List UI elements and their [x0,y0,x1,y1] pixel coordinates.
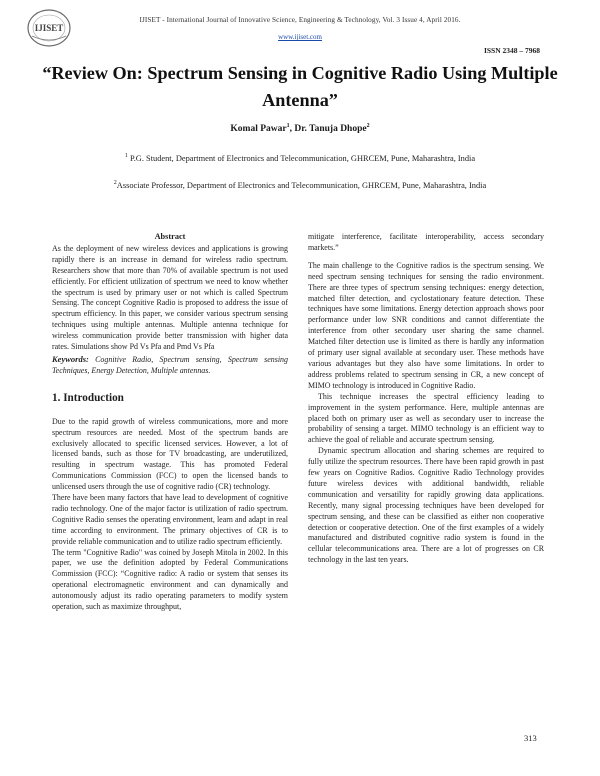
body-paragraph: mitigate interference, facilitate interoperability, access secondary markets.” [308,232,544,252]
author-2: Dr. Tanuja Dhope [294,124,367,135]
affiliation-2-sup: 2 [113,180,117,186]
abstract-text: As the deployment of new wireless devices and applications is growing rapidly there is an increase in demand for wireless radio spectrum. Researchers show that more than 70% of available spectrum is not used efficiently. For efficient utilization of spectrum we need to know whether the spectrum is used by primary user or not which is called Spectrum Sensing. The concept Cognitive Radio is proposed to address the issue of spectrum efficiency. In this paper, we consider various spectrum sensing techniques using multiple antennas. Multiple antenna technique for wireless communication provide better transmission with higher data rates. Simulations show Pd Vs Pfa and Pmd Vs Pfa [52,243,288,352]
affiliation-1-sup: 1 [124,153,128,159]
abstract-heading: Abstract [154,232,186,241]
paper-title: “Review On: Spectrum Sensing in Cognitive Radio Using Multiple Antenna” [42,63,558,110]
author-separator: , [289,124,295,135]
body-paragraph: Dynamic spectrum allocation and sharing schemes are required to fully utilize the spectrum resources. There have been rapid growth in past few years on Cognitive Radios. Cognitive Radio Technology provides future wireless devices with additional bandwidth, reliable communication and versatility for rapidly growing data applications. Recently, many signal processing techniques have been developed for spectrum sensing, and these can be classified as either non cooperative detection or cooperative detection. One of the first examples of a widely manufactured and distributed cognitive radio system is found in the cellular telecommunications area. There are a lot of progresses on CR technology in the last ten years. [308,446,544,565]
author-2-sup: 2 [366,123,370,129]
affiliation-1-text: P.G. Student, Department of Electronics and Telecommunication, GHRCEM, Pune, Maharashtra, India [127,153,476,163]
author-1: Komal Pawar [230,124,287,135]
left-column [52,232,288,613]
affiliation-1 [0,153,600,163]
affiliation-2 [0,180,600,190]
journal-logo [26,8,72,48]
section-heading-introduction: 1. Introduction [52,391,124,404]
intro-paragraph: Due to the rapid growth of wireless communications, more and more spectrum resources are needed. Most of the spectrum bands are exclusively allocated to specific licensed services. However, a lot of licensed bands, such as those for TV broadcasting, are underutilized, resulting in spectrum wastage. This has promoted Federal Communications Commission (FCC) to open the licensed bands to unlicensed users through the use of cognitive radio (CR) technology. [52,416,288,492]
journal-url-link[interactable]: www.ijiset.com [278,33,322,41]
body-paragraph: The main challenge to the Cognitive radios is the spectrum sensing. We need spectrum sensing techniques for sensing the radio environment. There are three types of spectrum sensing techniques: energy detection, matched filter detection, and cyclostationary feature detection. These techniques have some limitations. Energy detection approach shows poor performance under low SNR conditions and cannot differentiate the interference from other secondary user sharing the same channel. Matched filter detection use is limited as there is hardly any information of primary user signal available at secondary user. These methods have various advantages but they also have some limitations. In order to address problems related to spectrum sensing in CR, a new concept of MIMO technology is introduced in Cognitive Radio. [308,260,544,390]
page-number: 313 [524,733,537,743]
affiliation-2-text: Associate Professor, Department of Electronics and Telecommunication, GHRCEM, Pune, Maharashtra, India [116,180,487,190]
journal-header: IJISET - International Journal of Innovative Science, Engineering & Technology, Vol. 3 Issue 4, April 2016. [139,16,461,24]
keywords-label: Keywords: [52,353,89,364]
keywords [52,354,288,377]
svg-text:IJISET: IJISET [34,23,64,33]
right-column [308,232,544,566]
keywords-list: Cognitive Radio, Spectrum sensing, Spectrum sensing Techniques, Energy Detection, Multiple antennas. [52,354,288,375]
intro-paragraph: The term "Cognitive Radio" was coined by Joseph Mitola in 2002. In this paper, we use the definition adopted by Federal Communications Commission (FCC): “Cognitive radio: A radio or system that senses its operational electromagnetic environment and can dynamically and autonomously adjust its radio operating parameters to modify system operation, such as maximize throughput, [52,547,288,612]
author-line [0,123,600,134]
issn-number: ISSN 2348 – 7968 [483,46,540,55]
author-1-sup: 1 [286,123,290,129]
intro-paragraph: There have been many factors that have lead to development of cognitive radio technology. One of the major factor is utilization of radio spectrum. Cognitive Radio senses the operating environment, learn and adapt in real time according to environment. The primary objectives of CR is to provide reliable communication and to utilize radio spectrum efficiently. [52,493,288,546]
body-paragraph: This technique increases the spectral efficiency leading to improvement in the system performance. Here, multiple antennas are placed both on primary user as well as secondary user to increase the probability of sensing a target. MIMO technology is an efficient way to achieve the goal of reliable and accurate spectrum sensing. [308,391,544,445]
